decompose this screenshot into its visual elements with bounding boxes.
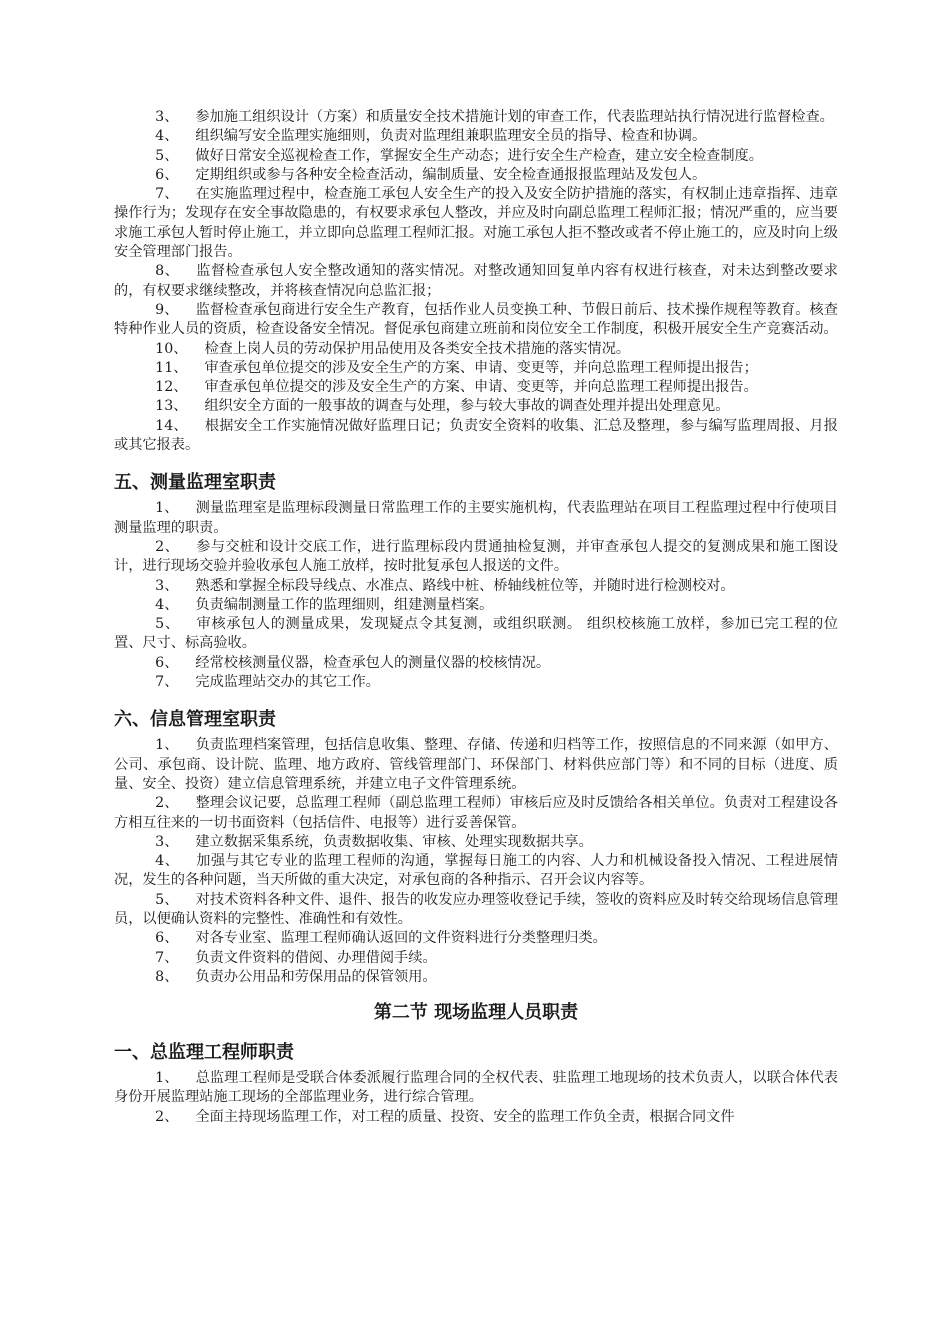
section-heading-chief-engineer: 一、总监理工程师职责 <box>114 1042 294 1064</box>
list-item: 6、 经常校核测量仪器，检查承包人的测量仪器的校核情况。 <box>155 654 551 671</box>
list-item: 14、 根据安全工作实施情况做好监理日记；负责安全资料的收集、汇总及整理，参与编写监理周报、月报或其它报表。 <box>114 417 838 454</box>
list-item: 7、 在实施监理过程中，检查施工承包人安全生产的投入及安全防护措施的落实，有权制止违章指挥、违章操作行为；发现存在安全事故隐患的，有权要求承包人整改，并应及时向副总监理工程师汇报；情况严重的，应当要求施工承包人暂时停止施工，并立即向总监理工程师汇报。对施工承包人拒不整改或者不停止施工的，应及时向上级安全管理部门报告。 <box>114 186 838 261</box>
list-item: 7、 负责文件资料的借阅、办理借阅手续。 <box>155 949 437 966</box>
list-item: 3、 熟悉和掌握全标段导线点、水准点、路线中桩、桥轴线桩位等，并随时进行检测校对。 <box>155 577 735 594</box>
list-item: 4、 组织编写安全监理实施细则，负责对监理组兼职监理安全员的指导、检查和协调。 <box>155 128 707 145</box>
list-item: 1、 总监理工程师是受联合体委派履行监理合同的全权代表、驻监理工地现场的技术负责人，以联合体代表身份开展监理站施工现场的全部监理业务，进行综合管理。 <box>114 1070 838 1106</box>
list-item: 3、 参加施工组织设计（方案）和质量安全技术措施计划的审查工作，代表监理站执行情况进行监督检查。 <box>155 109 834 125</box>
list-item: 2、 全面主持现场监理工作，对工程的质量、投资、安全的监理工作负全责，根据合同文件 <box>155 1108 735 1125</box>
chapter-title: 第二节 现场监理人员职责 <box>373 1002 579 1024</box>
list-item: 1、 测量监理室是监理标段测量日常监理工作的主要实施机构，代表监理站在项目工程监理过程中行使项目测量监理的职责。 <box>114 500 838 536</box>
survey-duties-list <box>114 499 838 692</box>
list-item: 7、 完成监理站交办的其它工作。 <box>155 674 380 691</box>
list-item: 6、 对各专业室、监理工程师确认返回的文件资料进行分类整理归类。 <box>155 930 607 947</box>
list-item: 12、 审查承包单位提交的涉及安全生产的方案、申请、变更等，并向总监理工程师提出报告。 <box>155 379 758 396</box>
info-duties-list <box>114 736 838 987</box>
safety-duties-list <box>114 108 838 455</box>
list-item: 4、 负责编制测量工作的监理细则，组建测量档案。 <box>155 596 494 613</box>
list-item: 5、 对技术资料各种文件、退件、报告的收发应办理签收登记手续，签收的资料应及时转交给现场信息管理员，以便确认资料的完整性、准确性和有效性。 <box>114 891 838 927</box>
list-item: 2、 整理会议记要，总监理工程师（副总监理工程师）审核后应及时反馈给各相关单位。负责对工程建设各方相互往来的一切书面资料（包括信件、电报等）进行妥善保管。 <box>114 795 838 831</box>
list-item: 6、 定期组织或参与各种安全检查活动，编制质量、安全检查通报报监理站及发包人。 <box>155 166 707 183</box>
list-item: 5、 做好日常安全巡视检查工作，掌握安全生产动态；进行安全生产检查，建立安全检查制度。 <box>155 147 763 164</box>
list-item: 3、 建立数据采集系统，负责数据收集、审核、处理实现数据共享。 <box>155 833 593 850</box>
list-item: 9、 监督检查承包商进行安全生产教育，包括作业人员变换工种、节假日前后、技术操作规程等教育。核查特种作业人员的资质，检查设备安全情况。督促承包商建立班前和岗位安全工作制度，积极开展安全生产竞赛活动。 <box>114 301 838 338</box>
list-item: 1、 负责监理档案管理，包括信息收集、整理、存储、传递和归档等工作，按照信息的不同来源（如甲方、公司、承包商、设计院、监理、地方政府、管线管理部门、环保部门、材料供应部门等）和不同的目标（进度、质量、安全、投资）建立信息管理系统，并建立电子文件管理系统。 <box>114 737 838 792</box>
list-item: 10、 检查上岗人员的劳动保护用品使用及各类安全技术措施的落实情况。 <box>155 340 631 357</box>
list-item: 2、 参与交桩和设计交底工作，进行监理标段内贯通抽检复测，并审查承包人提交的复测成果和施工图设计，进行现场交验并验收承包人施工放样，按时批复承包人报送的文件。 <box>114 538 838 575</box>
list-item: 8、 负责办公用品和劳保用品的保管领用。 <box>155 968 437 985</box>
list-item: 11、 审查承包单位提交的涉及安全生产的方案、申请、变更等，并向总监理工程师提出报告； <box>155 359 758 376</box>
section-heading-survey: 五、测量监理室职责 <box>114 472 276 494</box>
list-item: 5、 审核承包人的测量成果，发现疑点令其复测，或组织联测。 组织校核施工放样，参加已完工程的位置、尺寸、标高验收。 <box>114 616 839 652</box>
list-item: 13、 组织安全方面的一般事故的调查与处理，参与较大事故的调查处理并提出处理意见。 <box>155 398 730 415</box>
document-body <box>114 108 838 1127</box>
section-heading-info: 六、信息管理室职责 <box>114 709 276 731</box>
list-item: 4、 加强与其它专业的监理工程师的沟通，掌握每日施工的内容、人力和机械设备投入情况、工程进展情况，发生的各种问题，当天所做的重大决定，对承包商的各种指示、召开会议内容等。 <box>114 853 838 889</box>
list-item: 8、 监督检查承包人安全整改通知的落实情况。对整改通知回复单内容有权进行核查，对未达到整改要求的，有权要求继续整改，并将核查情况向总监汇报； <box>114 263 838 299</box>
chief-engineer-duties-list <box>114 1069 838 1127</box>
